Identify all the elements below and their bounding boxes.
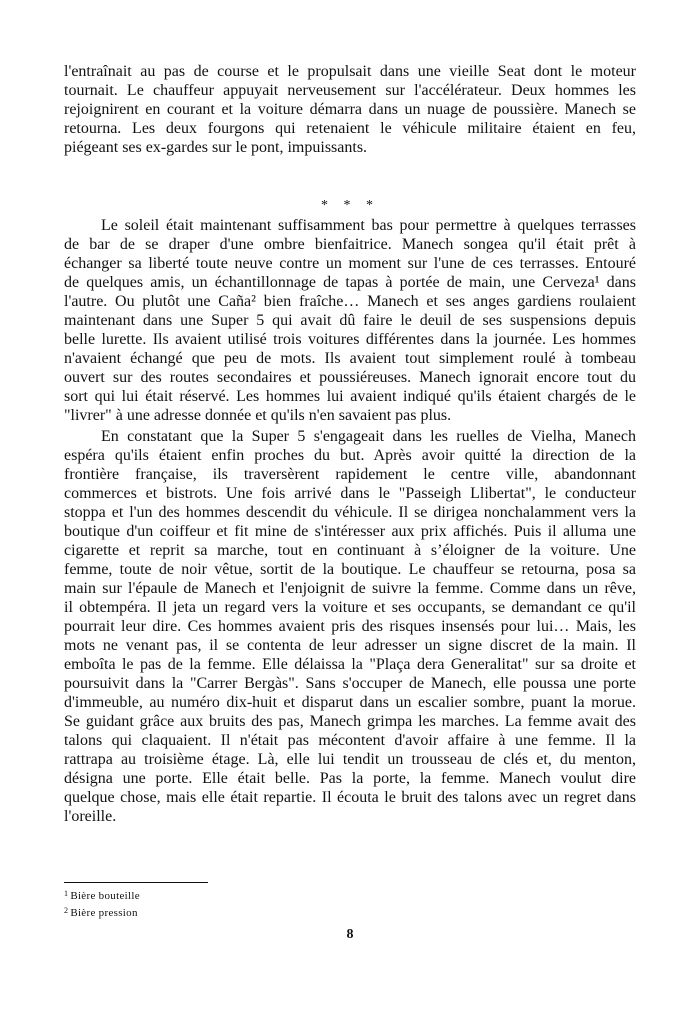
text-line: commerces et bistrots. Une fois arrivé dans le "Passeigh Llibertat", le conducteur <box>64 485 636 502</box>
text-line: Se guidant grâce aux bruits des pas, Manech grimpa les marches. La femme avait des <box>64 713 636 730</box>
footnote-mark: 2 <box>64 906 69 915</box>
text-line: quelque chose, mais elle était repartie. Il écouta le bruit des talons avec un regret dans <box>64 789 636 806</box>
text-line: de bar de se draper d'une ombre bienfaitrice. Manech songea qu'il était prêt à <box>64 236 636 253</box>
text-line: d'immeuble, au numéro dix-huit et disparut dans un escalier sombre, puant la morue. <box>64 694 636 711</box>
text-line: l'oreille. <box>64 808 117 825</box>
text-line: l'autre. Ou plutôt une Caña² bien fraîche… Manech et ses anges gardiens roulaient <box>64 293 636 310</box>
paragraph-1 <box>64 62 636 157</box>
section-separator: * * * <box>321 198 379 213</box>
text-line: désigna une porte. Elle était belle. Pas la porte, la femme. Manech voulut dire <box>64 770 636 787</box>
text-line: stoppa et l'un des hommes descendit du véhicule. Il se dirigea nonchalamment vers la <box>64 504 636 521</box>
footnote-mark: 1 <box>64 889 69 898</box>
text-line: l'entraînait au pas de course et le propulsait dans une vieille Seat dont le moteur <box>64 63 636 80</box>
paragraph-2 <box>64 216 636 425</box>
text-line: mots ne venant pas, il se contenta de leur adresser un signe discret de la main. Il <box>64 637 636 654</box>
footnote-rule <box>64 882 208 883</box>
text-line: espéra qu'ils étaient enfin proches du but. Après avoir quitté la direction de la <box>64 447 636 464</box>
text-line: tournait. Le chauffeur appuyait nerveusement sur l'accélérateur. Deux hommes les <box>64 82 636 99</box>
text-line: poursuivit dans la "Carrer Bergàs". Sans s'occuper de Manech, elle poussa une porte <box>64 675 636 692</box>
text-line: Le soleil était maintenant suffisamment bas pour permettre à quelques terrasses <box>101 217 636 234</box>
page-number: 8 <box>346 927 354 942</box>
text-line: femme, toute de noir vêtue, sortit de la boutique. Le chauffeur se retourna, posa sa <box>64 561 636 578</box>
text-line: retourna. Les deux fourgons qui retenaient le véhicule militaire étaient en feu, <box>64 120 636 137</box>
text-line: maintenant dans une Super 5 qui avait dû faire le deuil de ses suspensions depuis <box>64 312 636 329</box>
text-line: échanger sa liberté toute neuve contre un moment sur l'une de ces terrasses. Entouré <box>64 255 636 272</box>
text-line: En constatant que la Super 5 s'engageait dans les ruelles de Vielha, Manech <box>101 428 636 445</box>
footnote-2 <box>64 904 138 920</box>
text-line: rattrapa au troisième étage. Là, elle lui tendit un trousseau de clés et, du menton, <box>64 751 636 768</box>
text-line: belle lurette. Ils avaient utilisé trois voitures différentes dans la journée. Les hommes <box>64 331 636 348</box>
footnote-text: Bière pression <box>70 907 138 919</box>
text-line: main sur l'épaule de Manech et l'enjoignit de suivre la femme. Comme dans un rêve, <box>64 580 636 597</box>
paragraph-3 <box>64 427 636 826</box>
text-line: emboîta le pas de la femme. Elle délaissa la "Plaça dera Generalitat" sur sa droite et <box>64 656 636 673</box>
text-line: rejoignirent en courant et la voiture démarra dans un nuage de poussière. Manech se <box>64 101 636 118</box>
text-line: piégeant ses ex-gardes sur le pont, impuissants. <box>64 139 368 156</box>
text-line: talons qui claquaient. Il n'était pas mécontent d'avoir affaire à une femme. Il la <box>64 732 636 749</box>
text-line: cigarette et reprit sa marche, tout en continuant à s’éloigner de la voiture. Une <box>64 542 636 559</box>
text-line: "livrer" à une adresse donnée et qu'ils n'en savaient pas plus. <box>64 407 452 424</box>
footnote-text: Bière bouteille <box>70 890 140 902</box>
text-line: n'avaient échangé que peu de mots. Ils avaient tout simplement roulé à tombeau <box>64 350 636 367</box>
footnote-1 <box>64 887 140 903</box>
text-line: ouvert sur des routes secondaires et poussiéreuses. Manech ignorait encore tout du <box>64 369 636 386</box>
text-line: il obtempéra. Il jeta un regard vers la voiture et ses occupants, se demandant ce qu'il <box>64 599 636 616</box>
text-line: frontière française, ils traversèrent rapidement le centre ville, abandonnant <box>64 466 636 483</box>
text-line: boutique d'un coiffeur et fit mine de s'intéresser aux prix affichés. Puis il alluma une <box>64 523 636 540</box>
text-line: pourrait leur dire. Ces hommes avaient pris des risques insensés pour lui… Mais, les <box>64 618 636 635</box>
text-line: de quelques amis, un échantillonnage de tapas à portée de main, une Cerveza¹ dans <box>64 274 636 291</box>
text-line: sort qui lui était réservé. Les hommes lui avaient indiqué qu'ils étaient chargés de le <box>64 388 636 405</box>
